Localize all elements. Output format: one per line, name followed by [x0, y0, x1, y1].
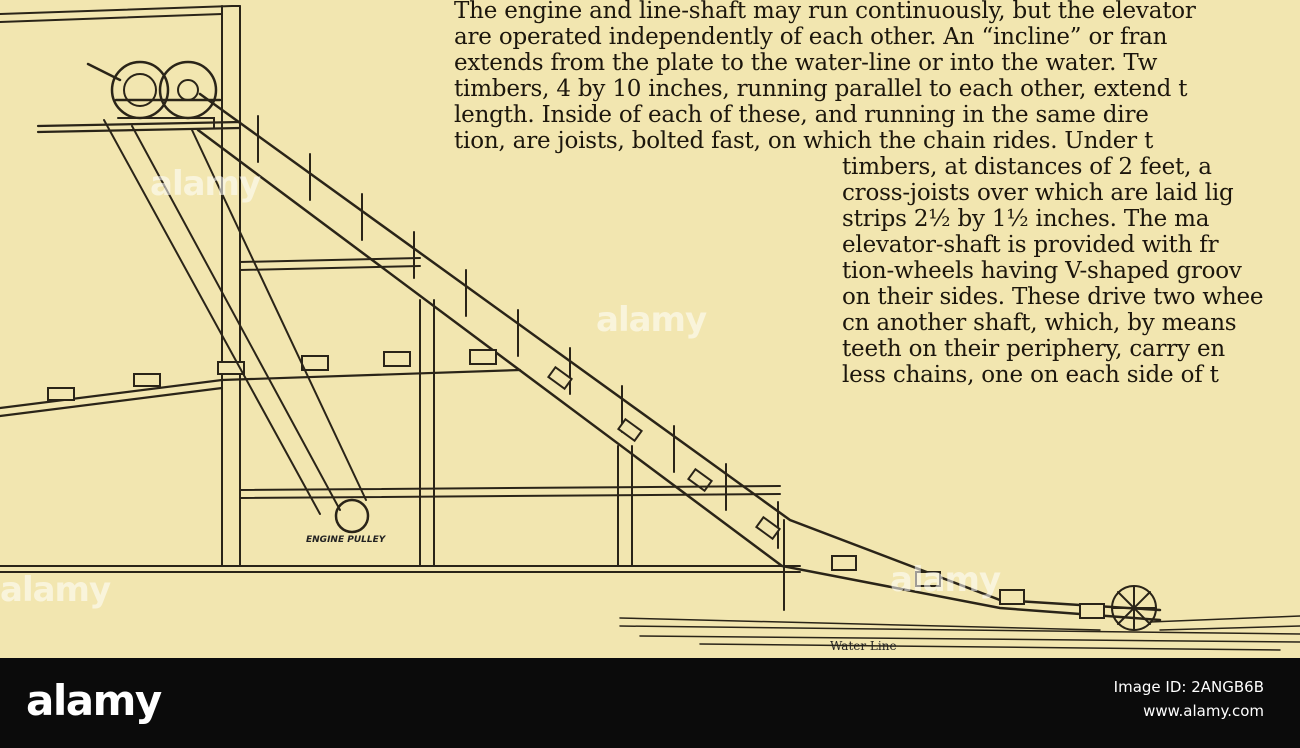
footer-url[interactable]: www.alamy.com: [1143, 702, 1264, 720]
text-line: cross-joists over which are laid lig: [842, 180, 1234, 206]
text-line: tion, are joists, bolted fast, on which the chain rides. Under t: [454, 128, 1154, 154]
text-line: are operated independently of each other. An “incline” or fran: [454, 24, 1168, 50]
text-line: length. Inside of each of these, and running in the same dire: [454, 102, 1149, 128]
text-line: on their sides. These drive two whee: [842, 284, 1264, 310]
footer-logo[interactable]: alamy: [26, 676, 161, 725]
text-line: The engine and line-shaft may run continuously, but the elevator: [454, 0, 1196, 24]
text-line: teeth on their periphery, carry en: [842, 336, 1226, 362]
text-line: extends from the plate to the water-line or into the water. Tw: [454, 50, 1158, 76]
text-line: cn another shaft, which, by means: [842, 310, 1237, 336]
text-line: strips 2½ by 1½ inches. The ma: [842, 206, 1210, 232]
water-surface: [620, 616, 1300, 650]
watermark: alamy: [0, 570, 111, 610]
footer-bar: [0, 658, 1300, 748]
text-line: elevator-shaft is provided with fr: [842, 232, 1219, 258]
engine-pulley-label: ENGINE PULLEY: [306, 535, 386, 545]
water-wheel: [1112, 586, 1156, 630]
water-line-label: Water Line: [830, 639, 897, 653]
watermark: alamy: [890, 560, 1001, 600]
text-line: tion-wheels having V-shaped groov: [842, 258, 1242, 284]
watermark: alamy: [150, 164, 261, 204]
image-id-text: Image ID: 2ANGB6B: [1113, 678, 1264, 696]
text-line: timbers, 4 by 10 inches, running parallel to each other, extend t: [454, 76, 1188, 102]
text-line: timbers, at distances of 2 feet, a: [842, 154, 1212, 180]
watermark: alamy: [596, 300, 707, 340]
text-line: less chains, one on each side of t: [842, 362, 1219, 388]
